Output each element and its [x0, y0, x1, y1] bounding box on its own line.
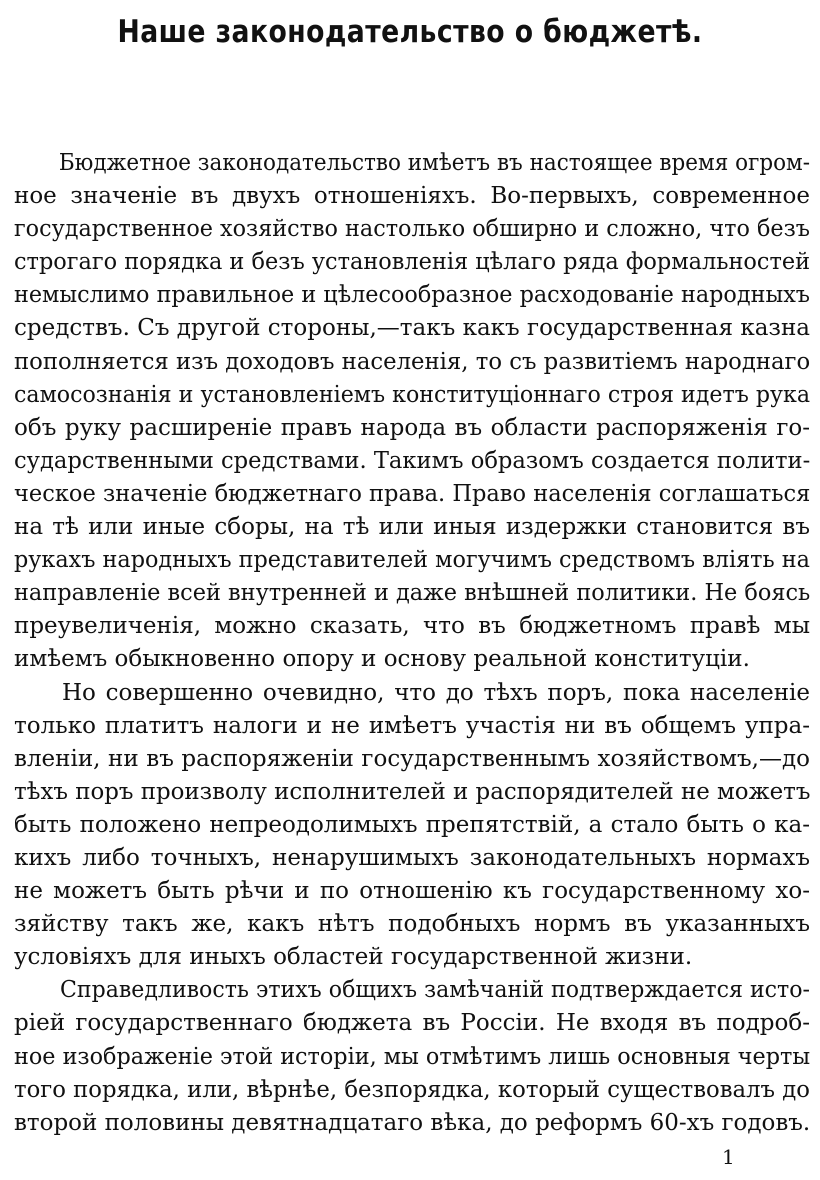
text-line: самосознанiя и установленiемъ конституцiоннаго строя идетъ рука: [14, 381, 811, 408]
paragraph: [14, 677, 810, 975]
paragraph: [14, 974, 810, 1139]
text-line: Справедливость этихъ общихъ замѣчанiй подтверждается исто-: [60, 977, 810, 1004]
text-line: второй половины девятнадцатаго вѣка, до реформъ 60-хъ годовъ.: [14, 1109, 811, 1136]
text-line: пополняется изъ доходовъ населенiя, то съ развитiемъ народнаго: [14, 348, 811, 375]
text-line: ческое значенiе бюджетнаго права. Право населенiя соглашаться: [14, 480, 811, 507]
text-line: не можетъ быть рѣчи и по отношенiю къ государственному хо-: [14, 878, 810, 905]
text-line: направленiе всей внутренней и даже внѣшней политики. Не боясь: [14, 580, 811, 607]
text-line: объ руку расширенiе правъ народа въ области распоряженiя го-: [14, 414, 810, 441]
paragraph: [14, 147, 810, 677]
page-title: Наше законодательство о бюджетѣ.: [117, 14, 703, 50]
text-line: ное значенiе въ двухъ отношенiяхъ. Во-первыхъ, современное: [14, 183, 810, 210]
text-line: кихъ либо точныхъ, ненарушимыхъ законодательныхъ нормахъ: [14, 844, 810, 871]
text-line: средствъ. Съ другой стороны,—такъ какъ государственная казна: [14, 315, 810, 342]
text-line: тѣхъ поръ произволу исполнителей и распорядителей не можетъ: [14, 778, 811, 805]
text-line: условiяхъ для иныхъ областей государственной жизни.: [14, 944, 693, 971]
text-line: имѣемъ обыкновенно опору и основу реальной конституцiи.: [14, 646, 750, 673]
text-line: быть положено непреодолимыхъ препятствiй, а стало быть о ка-: [14, 811, 810, 838]
page-number: 1: [722, 1145, 735, 1169]
text-line: сударственными средствами. Такимъ образомъ создается полити-: [14, 447, 811, 474]
text-line: государственное хозяйство настолько обширно и сложно, что безъ: [14, 216, 810, 243]
body-text: [14, 147, 810, 1140]
text-line: строгаго порядка и безъ установленiя цѣлаго ряда формальностей: [14, 249, 811, 276]
text-line: Но совершенно очевидно, что до тѣхъ поръ, пока населенiе: [62, 679, 810, 706]
text-line: Бюджетное законодательство имѣетъ въ настоящее время огром-: [58, 150, 811, 176]
text-line: того порядка, или, вѣрнѣе, безпорядка, который существовалъ до: [14, 1076, 810, 1103]
text-line: рукахъ народныхъ представителей могучимъ средствомъ влiять на: [14, 547, 810, 574]
text-line: только платитъ налоги и не имѣетъ участiя ни въ общемъ упра-: [14, 712, 810, 739]
text-line: вленiи, ни въ распоряженiи государственнымъ хозяйствомъ,—до: [14, 745, 810, 772]
text-line: на тѣ или иные сборы, на тѣ или иныя издержки становится въ: [14, 514, 810, 541]
text-line: преувеличенiя, можно сказать, что въ бюджетномъ правѣ мы: [14, 613, 810, 640]
text-line: немыслимо правильное и цѣлесообразное расходованiе народныхъ: [14, 282, 810, 309]
text-line: зяйству такъ же, какъ нѣтъ подобныхъ нормъ въ указанныхъ: [14, 911, 810, 938]
text-line: рiей государственнаго бюджета въ Россiи. Не входя въ подроб-: [14, 1010, 810, 1037]
text-line: ное изображенiе этой исторiи, мы отмѣтимъ лишь основныя черты: [14, 1043, 811, 1070]
